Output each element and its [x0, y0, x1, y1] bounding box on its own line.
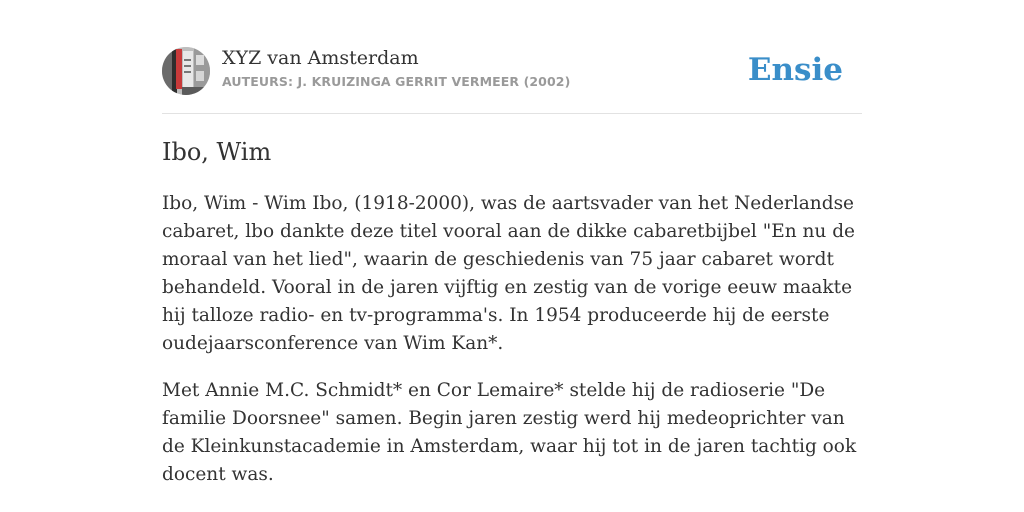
book-authors: AUTEURS: J. KRUIZINGA GERRIT VERMEER (2002) — [222, 74, 571, 89]
header — [162, 46, 862, 96]
entry-title: Ibo, Wim — [162, 138, 272, 166]
header-divider — [162, 113, 862, 114]
entry-body — [162, 190, 867, 508]
entry-paragraph-2: Met Annie M.C. Schmidt* en Cor Lemaire* stelde hij de radioserie "De familie Doorsnee" samen. Begin jaren zestig werd hij medeoprichter van de Kleinkunstacademie in Amsterdam, waar hij tot in de jaren tachtig ook docent was. — [162, 380, 857, 485]
ensie-logo[interactable]: Ensie — [747, 52, 843, 88]
entry-paragraph-1: Ibo, Wim - Wim Ibo, (1918-2000), was de aartsvader van het Nederlandse cabaret, lbo dankte deze titel vooral aan de dikke cabaretbijbel "En nu de moraal van het lied", waarin de geschiedenis van 75 jaar cabaret wordt behandeld. Vooral in de jaren vijftig en zestig van de vorige eeuw maakte hij talloze radio- en tv-programma's. In 1954 produceerde hij de eerste oudejaarsconference van Wim Kan*. — [162, 193, 856, 354]
book-title-link[interactable]: XYZ van Amsterdam — [222, 47, 419, 69]
book-cover-avatar-icon[interactable] — [162, 47, 210, 95]
